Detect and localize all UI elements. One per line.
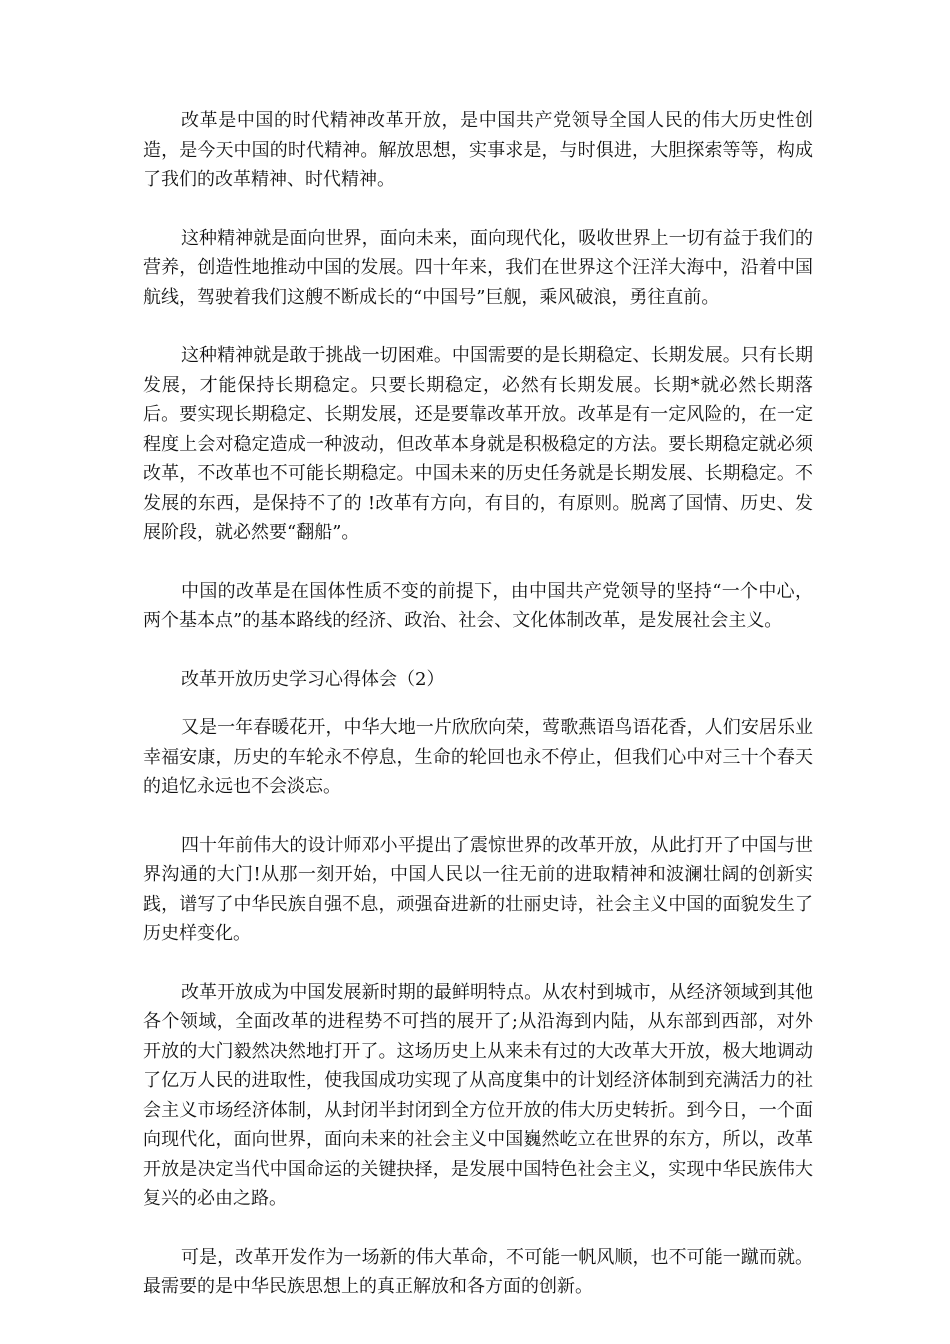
paragraph-5: 又是一年春暖花开，中华大地一片欣欣向荣，莺歌燕语鸟语花香，人们安居乐业幸福安康，历史的车轮永不停息，生命的轮回也永不停止，但我们心中对三十个春天的追忆永远也不会淡忘。: [143, 717, 813, 797]
paragraph-1: 改革是中国的时代精神改革开放，是中国共产党领导全国人民的伟大历史性创造，是今天中国的时代精神。解放思想，实事求是，与时俱进，大胆探索等等，构成了我们的改革精神、时代精神。: [143, 110, 813, 190]
paragraph-3: 这种精神就是敢于挑战一切困难。中国需要的是长期稳定、长期发展。只有长期发展，才能保持长期稳定。只要长期稳定，必然有长期发展。长期*就必然长期落后。要实现长期稳定、长期发展，还是要靠改革开放。改革是有一定风险的，在一定程度上会对稳定造成一种波动，但改革本身就是积极稳定的方法。要长期稳定就必须改革，不改革也不可能长期稳定。中国未来的历史任务就是长期发展、长期稳定。不发展的东西，是保持不了的 !改革有方向，有目的，有原则。脱离了国情、历史、发展阶段，就必然要“翻船”。: [143, 345, 813, 543]
paragraph-6: 四十年前伟大的设计师邓小平提出了震惊世界的改革开放，从此打开了中国与世界沟通的大门!从那一刻开始，中国人民以一往无前的进取精神和波澜壮阔的创新实践，谱写了中华民族自强不息，顽强奋进新的壮丽史诗，社会主义中国的面貌发生了历史样变化。: [143, 834, 813, 944]
paragraph-8: 可是，改革开发作为一场新的伟大革命，不可能一帆风顺，也不可能一蹴而就。最需要的是中华民族思想上的真正解放和各方面的创新。: [143, 1246, 813, 1297]
paragraph-2: 这种精神就是面向世界，面向未来，面向现代化，吸收世界上一切有益于我们的营养，创造性地推动中国的发展。四十年来，我们在世界这个汪洋大海中，沿着中国航线，驾驶着我们这艘不断成长的“中国号”巨舰，乘风破浪，勇往直前。: [143, 227, 813, 308]
paragraph-4: 中国的改革是在国体性质不变的前提下，由中国共产党领导的坚持“一个中心，两个基本点”的基本路线的经济、政治、社会、文化体制改革，是发展社会主义。: [143, 580, 813, 631]
section-heading: 改革开放历史学习心得体会（2）: [181, 668, 445, 690]
document-body: [143, 106, 813, 1331]
paragraph-7: 改革开放成为中国发展新时期的最鲜明特点。从农村到城市，从经济领域到其他各个领域，全面改革的进程势不可挡的展开了;从沿海到内陆，从东部到西部，对外开放的大门毅然决然地打开了。这场历史上从来未有过的大改革大开放，极大地调动了亿万人民的进取性，使我国成功实现了从高度集中的计划经济体制到充满活力的社会主义市场经济体制，从封闭半封闭到全方位开放的伟大历史转折。到今日，一个面向现代化，面向世界，面向未来的社会主义中国巍然屹立在世界的东方，所以，改革开放是决定当代中国命运的关键抉择，是发展中国特色社会主义，实现中华民族伟大复兴的必由之路。: [143, 981, 813, 1209]
